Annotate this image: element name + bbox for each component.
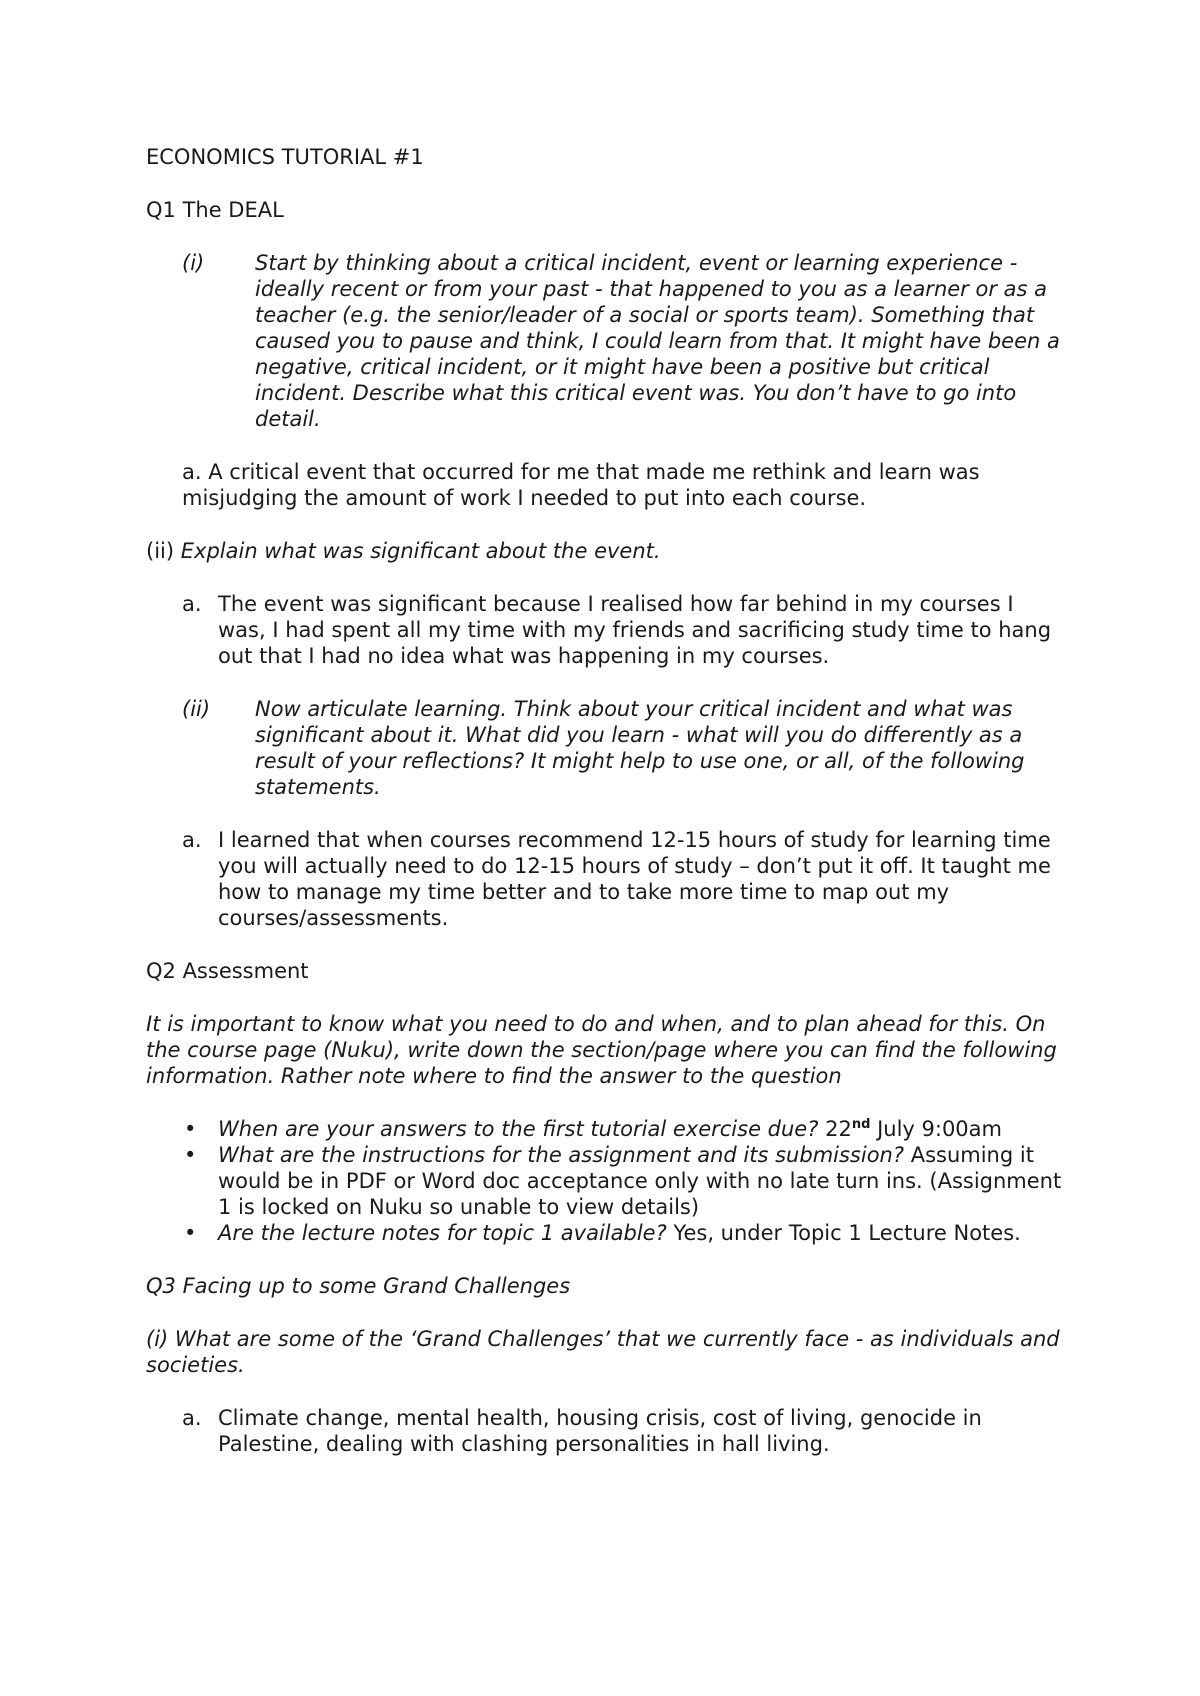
bullet-icon: • (184, 1117, 197, 1141)
q1-i-answer (146, 459, 1066, 511)
q1-ii-answer-label: a. (182, 592, 202, 616)
q1-ii-prompt: Explain what was significant about the event. (180, 539, 661, 563)
q3-answer-label: a. (182, 1406, 202, 1430)
q1-iii-prompt: Now articulate learning. Think about your critical incident and what was significant about it. What did you learn - what will you do differently as a result of your reflections? It might help to use one, or all, of the following statements. (255, 697, 1025, 799)
q1-ii-label: (ii) (146, 539, 175, 563)
q1-ii-answer (146, 591, 1066, 669)
q2-bullet-2 (218, 1142, 1066, 1220)
q2-b3-question: Are the lecture notes for topic 1 available? (218, 1221, 667, 1245)
q1-item-ii (146, 538, 1066, 564)
q1-i-answer-label: a. (182, 460, 202, 484)
q2-b3-answer: Yes, under Topic 1 Lecture Notes. (673, 1221, 1021, 1245)
q1-iii-answer-label: a. (182, 828, 202, 852)
q1-heading: Q1 The DEAL (146, 198, 284, 222)
q2-intro: It is important to know what you need to do and when, and to plan ahead for this. On the course page (Nuku), write down the section/page where you can find the following information. Rather note where to find the answer to the question (146, 1012, 1057, 1088)
bullet-icon: • (184, 1221, 197, 1245)
q1-i-answer-text: A critical event that occurred for me that made me rethink and learn was misjudging the amount of work I needed to put into each course. (182, 460, 980, 510)
q2-b1-answer-suffix: nd (851, 1117, 871, 1132)
list-item (146, 1142, 1066, 1220)
document-body (146, 144, 1066, 1484)
list-item (146, 1220, 1066, 1246)
q1-i-label: (i) (182, 251, 205, 275)
q2-b2-answer: Assuming it would be in PDF or Word doc acceptance only with no late turn ins. (Assignment 1 is locked on Nuku so unable to view details) (218, 1143, 1062, 1219)
list-item (146, 1116, 1066, 1142)
q1-item-iii (146, 696, 1066, 800)
document-title: ECONOMICS TUTORIAL #1 (146, 145, 424, 169)
q2-b2-question: What are the instructions for the assignment and its submission? (218, 1143, 905, 1167)
q2-bullet-1 (218, 1116, 1066, 1142)
q1-i-prompt: Start by thinking about a critical incident, event or learning experience - ideally recent or from your past - that happened to you as a learner or as a teacher (e.g. the senior/leader of a social or sports team). Something that caused you to pause and think, I could learn from that. It might have been a negative, critical incident, or it might have been a positive but critical incident. Describe what this critical event was. You don’t have to go into detail. (255, 251, 1060, 431)
q2-heading: Q2 Assessment (146, 959, 309, 983)
q2-bullet-3 (218, 1220, 1066, 1246)
q2-bullet-list (146, 1116, 1066, 1246)
q1-iii-label: (ii) (182, 697, 211, 721)
q2-b1-answer-day: 22 (825, 1117, 852, 1141)
q2-b1-answer-rest: July 9:00am (877, 1117, 1002, 1141)
q1-ii-answer-text: The event was significant because I realised how far behind in my courses I was, I had spent all my time with my friends and sacrificing study time to hang out that I had no idea what was happening in my courses. (218, 592, 1052, 668)
q1-iii-answer-text: I learned that when courses recommend 12-15 hours of study for learning time you will actually need to do 12-15 hours of study – don’t put it off. It taught me how to manage my time better and to take more time to map out my courses/assessments. (218, 828, 1051, 930)
q3-i-prompt: (i) What are some of the ‘Grand Challenges’ that we currently face - as individuals and societies. (146, 1327, 1060, 1377)
q2-b1-question: When are your answers to the first tutorial exercise due? (218, 1117, 819, 1141)
bullet-icon: • (184, 1143, 197, 1167)
q1-iii-answer (146, 827, 1066, 931)
q3-answer (146, 1405, 1066, 1457)
q3-answer-text: Climate change, mental health, housing crisis, cost of living, genocide in Palestine, dealing with clashing personalities in hall living. (218, 1406, 982, 1456)
q3-heading: Q3 Facing up to some Grand Challenges (146, 1274, 571, 1298)
q1-item-i (146, 250, 1066, 432)
